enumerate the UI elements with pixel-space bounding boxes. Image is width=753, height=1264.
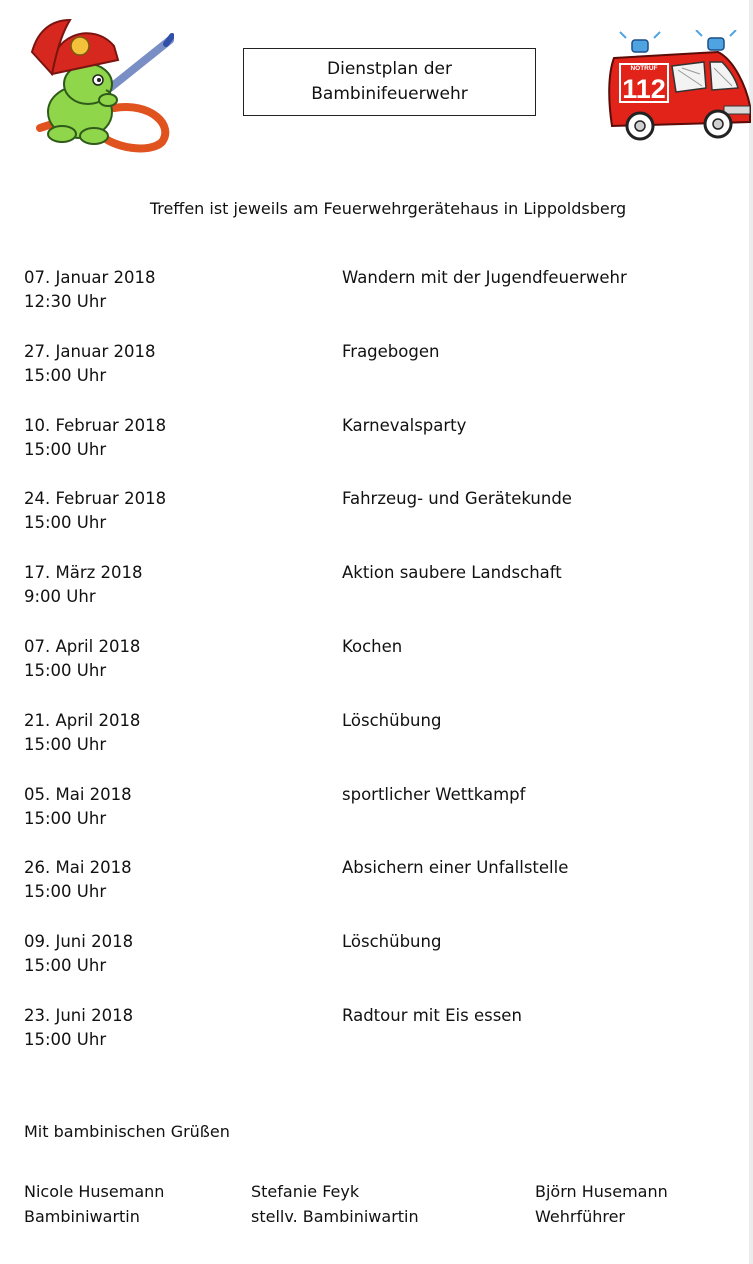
entry-date: 24. Februar 2018 bbox=[24, 489, 167, 509]
entry-activity: Fragebogen bbox=[342, 341, 440, 361]
signature-name: Stefanie Feyk bbox=[251, 1182, 360, 1201]
entry-activity: Wandern mit der Jugendfeuerwehr bbox=[342, 268, 627, 287]
signature-role: Wehrführer bbox=[535, 1206, 626, 1226]
meeting-location-text: Treffen ist jeweils am Feuerwehrgerätehaus in Lippoldsberg bbox=[149, 199, 627, 218]
closing-greeting: Mit bambinischen Grüßen bbox=[24, 1122, 230, 1141]
schedule-entry bbox=[24, 487, 724, 561]
signature-role: stellv. Bambiniwartin bbox=[251, 1206, 419, 1226]
entry-activity: Löschübung bbox=[342, 932, 442, 952]
entry-date: 23. Juni 2018 bbox=[24, 1005, 134, 1025]
dragon-firefighter-logo bbox=[22, 16, 174, 154]
entry-date: 07. April 2018 bbox=[24, 636, 141, 656]
entry-time: 15:00 Uhr bbox=[24, 734, 107, 754]
entry-date: 27. Januar 2018 bbox=[24, 341, 156, 361]
schedule-entry bbox=[24, 340, 724, 414]
entry-date: 10. Februar 2018 bbox=[24, 415, 167, 435]
schedule-list bbox=[24, 266, 724, 1078]
entry-date: 21. April 2018 bbox=[24, 710, 141, 730]
entry-time: 15:00 Uhr bbox=[24, 1029, 107, 1049]
signature-block bbox=[535, 1180, 668, 1229]
entry-time: 15:00 Uhr bbox=[24, 808, 107, 828]
entry-time: 15:00 Uhr bbox=[24, 660, 107, 680]
schedule-entry bbox=[24, 1004, 724, 1078]
entry-date: 07. Januar 2018 bbox=[24, 268, 156, 287]
schedule-entry bbox=[24, 783, 724, 857]
entry-activity: Löschübung bbox=[342, 710, 442, 730]
signature-role: Bambiniwartin bbox=[24, 1206, 140, 1226]
entry-time: 15:00 Uhr bbox=[24, 882, 107, 902]
fire-truck-112-logo bbox=[606, 30, 752, 142]
entry-date: 17. März 2018 bbox=[24, 563, 143, 583]
schedule-entry bbox=[24, 561, 724, 635]
entry-time: 15:00 Uhr bbox=[24, 956, 107, 976]
entry-time: 15:00 Uhr bbox=[24, 365, 107, 385]
truck-sign-text: NOTRUF bbox=[630, 65, 658, 72]
entry-activity: sportlicher Wettkampf bbox=[342, 784, 526, 804]
entry-activity: Aktion saubere Landschaft bbox=[342, 563, 562, 583]
schedule-entry bbox=[24, 856, 724, 930]
entry-time: 15:00 Uhr bbox=[24, 513, 107, 533]
schedule-entry bbox=[24, 709, 724, 783]
title-line-1: Dienstplan der bbox=[327, 59, 452, 79]
entry-date: 26. Mai 2018 bbox=[24, 858, 132, 878]
entry-activity: Absichern einer Unfallstelle bbox=[342, 858, 569, 878]
signature-block bbox=[24, 1180, 164, 1229]
entry-activity: Kochen bbox=[342, 636, 403, 656]
page-edge bbox=[749, 0, 753, 1264]
entry-activity: Radtour mit Eis essen bbox=[342, 1005, 522, 1025]
entry-date: 09. Juni 2018 bbox=[24, 932, 134, 952]
signature-name: Björn Husemann bbox=[535, 1182, 668, 1201]
entry-time: 15:00 Uhr bbox=[24, 439, 107, 459]
entry-time: 9:00 Uhr bbox=[24, 587, 96, 607]
schedule-entry bbox=[24, 930, 724, 1004]
schedule-entry bbox=[24, 414, 724, 488]
entry-activity: Karnevalsparty bbox=[342, 415, 467, 435]
entry-activity: Fahrzeug- und Gerätekunde bbox=[342, 489, 572, 509]
title-line-2: Bambinifeuerwehr bbox=[311, 84, 468, 104]
truck-number-text: 112 bbox=[622, 74, 666, 104]
schedule-entry bbox=[24, 266, 724, 340]
signature-block bbox=[251, 1180, 419, 1229]
entry-date: 05. Mai 2018 bbox=[24, 784, 132, 804]
schedule-entry bbox=[24, 635, 724, 709]
entry-time: 12:30 Uhr bbox=[24, 292, 107, 311]
title-box bbox=[243, 48, 536, 116]
signature-name: Nicole Husemann bbox=[24, 1182, 165, 1201]
